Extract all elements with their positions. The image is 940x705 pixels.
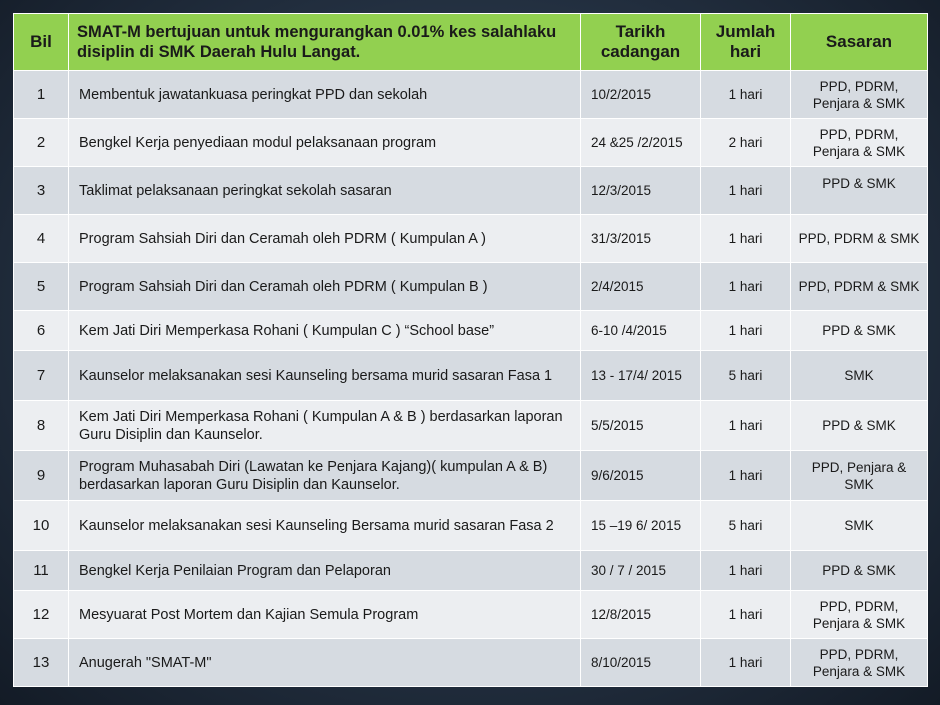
header-bil: Bil bbox=[14, 14, 69, 71]
row-date: 10/2/2015 bbox=[581, 71, 701, 119]
header-row bbox=[14, 14, 928, 71]
table-row bbox=[14, 263, 928, 311]
slide bbox=[13, 13, 927, 693]
row-date: 15 –19 6/ 2015 bbox=[581, 501, 701, 551]
row-bil: 2 bbox=[14, 119, 69, 167]
row-target: PPD, PDRM & SMK bbox=[791, 215, 928, 263]
row-target: PPD, PDRM & SMK bbox=[791, 263, 928, 311]
row-activity: Taklimat pelaksanaan peringkat sekolah sasaran bbox=[69, 167, 581, 215]
row-bil: 13 bbox=[14, 639, 69, 687]
row-days: 1 hari bbox=[701, 639, 791, 687]
row-activity: Membentuk jawatankuasa peringkat PPD dan sekolah bbox=[69, 71, 581, 119]
row-bil: 7 bbox=[14, 351, 69, 401]
table-row bbox=[14, 167, 928, 215]
row-days: 1 hari bbox=[701, 551, 791, 591]
row-target: PPD & SMK bbox=[791, 167, 928, 215]
row-days: 1 hari bbox=[701, 311, 791, 351]
row-activity: Bengkel Kerja penyediaan modul pelaksanaan program bbox=[69, 119, 581, 167]
row-date: 30 / 7 / 2015 bbox=[581, 551, 701, 591]
row-target: PPD, PDRM, Penjara & SMK bbox=[791, 119, 928, 167]
row-target: PPD, PDRM, Penjara & SMK bbox=[791, 639, 928, 687]
row-bil: 11 bbox=[14, 551, 69, 591]
row-target: PPD, PDRM, Penjara & SMK bbox=[791, 591, 928, 639]
row-activity: Kaunselor melaksanakan sesi Kaunseling bersama murid sasaran Fasa 1 bbox=[69, 351, 581, 401]
row-bil: 4 bbox=[14, 215, 69, 263]
table-row bbox=[14, 215, 928, 263]
row-target: SMK bbox=[791, 501, 928, 551]
row-date: 5/5/2015 bbox=[581, 401, 701, 451]
table-row bbox=[14, 639, 928, 687]
row-days: 1 hari bbox=[701, 401, 791, 451]
row-target: PPD & SMK bbox=[791, 401, 928, 451]
row-days: 1 hari bbox=[701, 451, 791, 501]
row-activity: Mesyuarat Post Mortem dan Kajian Semula Program bbox=[69, 591, 581, 639]
row-bil: 3 bbox=[14, 167, 69, 215]
table-row bbox=[14, 311, 928, 351]
row-bil: 8 bbox=[14, 401, 69, 451]
row-bil: 9 bbox=[14, 451, 69, 501]
row-days: 1 hari bbox=[701, 215, 791, 263]
table-row bbox=[14, 401, 928, 451]
table-row bbox=[14, 591, 928, 639]
header-target: Sasaran bbox=[791, 14, 928, 71]
row-activity: Kaunselor melaksanakan sesi Kaunseling Bersama murid sasaran Fasa 2 bbox=[69, 501, 581, 551]
row-bil: 6 bbox=[14, 311, 69, 351]
row-bil: 12 bbox=[14, 591, 69, 639]
row-bil: 1 bbox=[14, 71, 69, 119]
row-days: 5 hari bbox=[701, 351, 791, 401]
row-days: 1 hari bbox=[701, 167, 791, 215]
schedule-table bbox=[13, 13, 928, 687]
table-row bbox=[14, 71, 928, 119]
row-date: 24 &25 /2/2015 bbox=[581, 119, 701, 167]
row-bil: 10 bbox=[14, 501, 69, 551]
header-date: Tarikh cadangan bbox=[581, 14, 701, 71]
row-target: PPD, Penjara & SMK bbox=[791, 451, 928, 501]
row-date: 8/10/2015 bbox=[581, 639, 701, 687]
row-date: 6-10 /4/2015 bbox=[581, 311, 701, 351]
row-activity: Program Sahsiah Diri dan Ceramah oleh PDRM ( Kumpulan A ) bbox=[69, 215, 581, 263]
row-target: SMK bbox=[791, 351, 928, 401]
row-date: 2/4/2015 bbox=[581, 263, 701, 311]
row-days: 5 hari bbox=[701, 501, 791, 551]
row-activity: Bengkel Kerja Penilaian Program dan Pelaporan bbox=[69, 551, 581, 591]
row-target: PPD & SMK bbox=[791, 551, 928, 591]
header-title: SMAT-M bertujuan untuk mengurangkan 0.01% kes salahlaku disiplin di SMK Daerah Hulu Langat. bbox=[69, 14, 581, 71]
row-date: 12/8/2015 bbox=[581, 591, 701, 639]
row-date: 12/3/2015 bbox=[581, 167, 701, 215]
row-activity: Program Sahsiah Diri dan Ceramah oleh PDRM ( Kumpulan B ) bbox=[69, 263, 581, 311]
row-activity: Kem Jati Diri Memperkasa Rohani ( Kumpulan C ) “School base” bbox=[69, 311, 581, 351]
header-days: Jumlah hari bbox=[701, 14, 791, 71]
row-target: PPD & SMK bbox=[791, 311, 928, 351]
row-days: 1 hari bbox=[701, 263, 791, 311]
row-activity: Kem Jati Diri Memperkasa Rohani ( Kumpulan A & B ) berdasarkan laporan Guru Disiplin dan Kaunselor. bbox=[69, 401, 581, 451]
row-activity: Program Muhasabah Diri (Lawatan ke Penjara Kajang)( kumpulan A & B) berdasarkan laporan Guru Disiplin dan Kaunselor. bbox=[69, 451, 581, 501]
row-date: 31/3/2015 bbox=[581, 215, 701, 263]
table-row bbox=[14, 501, 928, 551]
row-days: 1 hari bbox=[701, 591, 791, 639]
row-date: 13 - 17/4/ 2015 bbox=[581, 351, 701, 401]
row-days: 2 hari bbox=[701, 119, 791, 167]
table-row bbox=[14, 451, 928, 501]
row-bil: 5 bbox=[14, 263, 69, 311]
row-target: PPD, PDRM, Penjara & SMK bbox=[791, 71, 928, 119]
row-date: 9/6/2015 bbox=[581, 451, 701, 501]
table-row bbox=[14, 551, 928, 591]
row-activity: Anugerah "SMAT-M" bbox=[69, 639, 581, 687]
table-row bbox=[14, 119, 928, 167]
row-days: 1 hari bbox=[701, 71, 791, 119]
table-row bbox=[14, 351, 928, 401]
